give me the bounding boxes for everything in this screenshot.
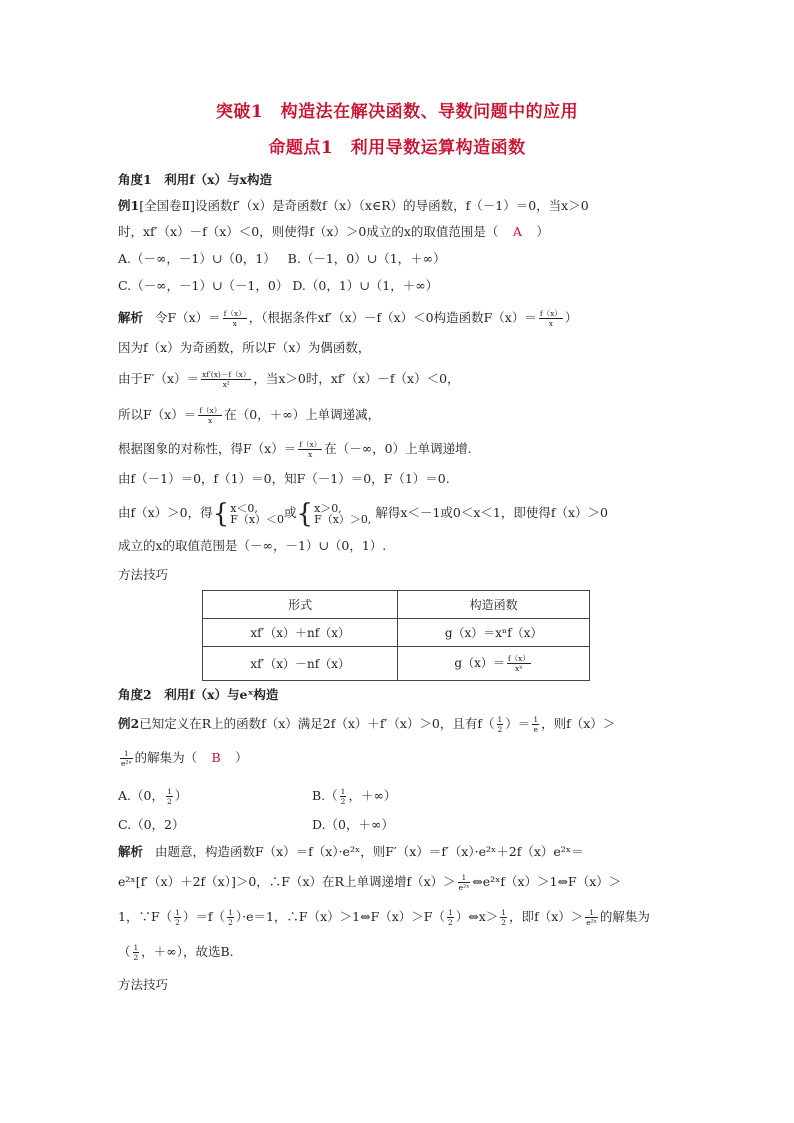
fraction-numerator: 1 bbox=[228, 908, 233, 917]
fraction bbox=[458, 873, 471, 892]
a3-text-a: 1，∵F（ bbox=[118, 909, 173, 924]
example1-source: [全国卷Ⅱ] bbox=[139, 198, 195, 213]
example1-option-d: D.（0，1）∪（1，＋∞） bbox=[292, 278, 439, 293]
table-row bbox=[203, 619, 590, 647]
fraction-denominator: 2 bbox=[340, 797, 346, 806]
table-cell: xf′（x）－nf（x） bbox=[203, 647, 398, 681]
a3-text-b: ）＝f（ bbox=[182, 909, 226, 924]
table-cell bbox=[398, 647, 590, 681]
fraction bbox=[539, 309, 563, 328]
fraction bbox=[174, 908, 181, 927]
fraction-numerator: 1 bbox=[501, 908, 507, 917]
example2-question-line2 bbox=[118, 748, 248, 768]
a1-text: 由题意，构造函数F（x）＝f（x）·e²ˣ，则F′（x）＝f′（x）·e²ˣ＋2f（x）e²ˣ＝ bbox=[154, 844, 584, 859]
example1-q-close: ） bbox=[536, 224, 549, 239]
fraction-numerator: 1 bbox=[447, 908, 453, 917]
fraction-numerator: f（x） bbox=[199, 406, 222, 415]
example2-analysis-line4 bbox=[118, 942, 234, 962]
system2-row2: F（x）＞0, bbox=[314, 512, 372, 526]
fraction bbox=[340, 787, 347, 806]
s7-text-a: 由f（x）＞0，得 bbox=[118, 505, 213, 520]
example1-analysis-line2: 因为f（x）为奇函数，所以F（x）为偶函数， bbox=[118, 340, 371, 355]
table-header-row bbox=[203, 591, 590, 619]
fraction-numerator: f（x） bbox=[299, 440, 322, 449]
fraction-denominator: e bbox=[533, 725, 538, 734]
fraction-numerator: 1 bbox=[585, 908, 598, 918]
fraction-denominator: e²ˣ bbox=[121, 759, 132, 768]
fraction-denominator: 2 bbox=[175, 918, 180, 927]
s1-text-b: ，（根据条件xf′（x）－f（x）＜0构造函数F（x）＝ bbox=[248, 310, 537, 325]
table-cell: xf′（x）＋nf（x） bbox=[203, 619, 398, 647]
opt-a-close: ） bbox=[174, 788, 188, 803]
example1-analysis-line5 bbox=[118, 439, 472, 459]
a3-text-c: ）·e＝1，∴F（x）＞1⇔F（x）＞F（ bbox=[235, 909, 445, 924]
example2-option-d: D.（0，＋∞） bbox=[312, 817, 394, 832]
example1-analysis-line4 bbox=[118, 405, 380, 425]
example1-options-cd bbox=[118, 276, 438, 296]
example2-label: 例2 bbox=[118, 716, 140, 731]
s4-text-b: 在（0，＋∞）上单调递减， bbox=[224, 407, 381, 422]
example2-option-b-row bbox=[312, 786, 396, 806]
fraction-denominator: 2 bbox=[501, 918, 507, 927]
fraction-numerator: 1 bbox=[120, 749, 133, 759]
fraction-numerator: 1 bbox=[340, 787, 346, 796]
example1-options-ab bbox=[118, 249, 446, 269]
fraction bbox=[500, 908, 507, 927]
example1-option-b: B.（－1，0）∪（1，＋∞） bbox=[287, 251, 446, 266]
example1-q-text2: 时，xf′（x）－f（x）＜0，则使得f（x）＞0成立的x的取值范围是（ bbox=[118, 224, 499, 239]
fraction bbox=[532, 715, 539, 734]
opt-b-close: ，＋∞） bbox=[348, 788, 397, 803]
example1-label: 例1 bbox=[118, 198, 140, 213]
angle1-heading: 角度1 利用f（x）与x构造 bbox=[118, 172, 272, 187]
fraction bbox=[201, 370, 251, 389]
opt-b-text: B.（ bbox=[312, 788, 338, 803]
example1-analysis-line7 bbox=[118, 498, 609, 529]
fraction-denominator: 2 bbox=[447, 918, 453, 927]
fraction bbox=[585, 908, 598, 927]
example1-analysis-line3 bbox=[118, 369, 460, 389]
fraction-denominator: x bbox=[232, 319, 237, 328]
example1-option-c: C.（－∞，－1）∪（－1，0） bbox=[118, 278, 289, 293]
s4-text-a: 所以F（x）＝ bbox=[118, 407, 197, 422]
fraction-numerator: 1 bbox=[133, 943, 139, 952]
left-brace: { bbox=[212, 498, 230, 529]
s3-text-a: 由于F′（x）＝ bbox=[118, 371, 200, 386]
construction-table bbox=[202, 590, 590, 681]
a3-text-e: ，即f（x）＞ bbox=[509, 909, 584, 924]
fraction bbox=[507, 654, 531, 673]
a4-text-a: （ bbox=[118, 944, 131, 959]
example1-analysis-line1 bbox=[118, 308, 577, 328]
a3-text-d: ）⇔x＞ bbox=[455, 909, 499, 924]
a2-text-a: e²ˣ[f′（x）＋2f（x）]＞0，∴F（x）在R上单调递增f（x）＞ bbox=[118, 874, 456, 889]
fraction-numerator: xf′(x)－f（x） bbox=[202, 370, 251, 379]
example2-q2-text: 的解集为（ bbox=[134, 750, 198, 765]
inequality-system bbox=[314, 503, 371, 525]
a2-text-b: ⇔e²ˣf（x）＞1⇔F（x）＞ bbox=[472, 874, 622, 889]
example2-question-line1 bbox=[118, 714, 615, 734]
opt-a-text: A.（0， bbox=[118, 788, 164, 803]
fraction-denominator: e²ˣ bbox=[458, 883, 470, 892]
s1-text-a: 令F（x）＝ bbox=[154, 310, 221, 325]
s1-text-c: ） bbox=[564, 310, 578, 325]
fraction bbox=[120, 749, 133, 768]
example2-analysis-line3 bbox=[118, 907, 650, 927]
a4-text-b: ，＋∞），故选B. bbox=[141, 944, 234, 959]
table-func-text: g（x）＝ bbox=[454, 656, 505, 670]
fraction-denominator: 2 bbox=[497, 725, 503, 734]
example2-q-close: ） bbox=[235, 750, 248, 765]
angle2-heading: 角度2 利用f（x）与eˣ构造 bbox=[118, 687, 279, 702]
fraction-denominator: 2 bbox=[228, 918, 233, 927]
or-word: 或 bbox=[284, 505, 297, 520]
example1-question-line1 bbox=[118, 196, 589, 216]
s5-text-b: 在（－∞，0）上单调递增. bbox=[324, 441, 472, 456]
subsection-title: 命题点1 利用导数运算构造函数 bbox=[268, 138, 526, 158]
s3-text-b: ，当x＞0时，xf′（x）－f（x）＜0， bbox=[253, 371, 460, 386]
section-title: 突破1 构造法在解决函数、导数问题中的应用 bbox=[215, 102, 579, 122]
fraction bbox=[447, 908, 454, 927]
analysis-label: 解析 bbox=[118, 310, 144, 325]
system2-row1: x＞0, bbox=[314, 501, 342, 515]
example2-q-text-c: ，则f（x）＞ bbox=[541, 716, 616, 731]
fraction bbox=[198, 406, 222, 425]
fraction bbox=[223, 309, 247, 328]
fraction-numerator: 1 bbox=[497, 715, 503, 724]
s7-text-b: 解得x＜－1或0＜x＜1，即使得f（x）＞0 bbox=[375, 505, 609, 520]
fraction-numerator: f（x） bbox=[223, 309, 246, 318]
table-cell: g（x）＝xⁿf（x） bbox=[398, 619, 590, 647]
a3-text-f: 的解集为 bbox=[599, 909, 650, 924]
fraction-denominator: 2 bbox=[166, 797, 172, 806]
system1-row1: x＜0, bbox=[230, 501, 258, 515]
fraction-denominator: x bbox=[308, 450, 313, 459]
fraction-numerator: f（x） bbox=[539, 309, 562, 318]
example1-answer: A bbox=[512, 224, 522, 239]
inequality-system bbox=[230, 503, 284, 525]
left-brace: { bbox=[296, 498, 314, 529]
analysis-label: 解析 bbox=[118, 844, 144, 859]
fraction-numerator: f（x） bbox=[507, 654, 530, 663]
table-row bbox=[203, 647, 590, 681]
example2-q-text-a: 已知定义在R上的函数f（x）满足2f（x）＋f′（x）＞0，且有f（ bbox=[139, 716, 495, 731]
example1-question-line2 bbox=[118, 222, 549, 242]
fraction-numerator: 1 bbox=[166, 787, 172, 796]
example1-analysis-line6: 由f（－1）＝0，f（1）＝0，知F（－1）＝0，F（1）＝0. bbox=[118, 471, 450, 486]
fraction-numerator: 1 bbox=[533, 715, 539, 724]
fraction-denominator: x bbox=[548, 319, 553, 328]
fraction bbox=[166, 787, 173, 806]
example2-option-a-row bbox=[118, 786, 187, 806]
fraction-denominator: x² bbox=[222, 380, 230, 389]
fraction-numerator: 1 bbox=[175, 908, 180, 917]
system1-row2: F（x）＜0 bbox=[230, 512, 285, 526]
method-tips-heading: 方法技巧 bbox=[118, 567, 169, 582]
example2-analysis-line2 bbox=[118, 872, 621, 892]
example1-q-text1: 设函数f′（x）是奇函数f（x）（x∈R）的导函数，f（－1）＝0，当x＞0 bbox=[194, 198, 589, 213]
fraction bbox=[298, 440, 322, 459]
example2-q-text-b: ）＝ bbox=[505, 716, 531, 731]
s5-text-a: 根据图象的对称性，得F（x）＝ bbox=[118, 441, 297, 456]
fraction bbox=[227, 908, 234, 927]
table-header-cell: 形式 bbox=[203, 591, 398, 619]
fraction-denominator: x bbox=[208, 416, 213, 425]
example1-analysis-line8: 成立的x的取值范围是（－∞，－1）∪（0，1）. bbox=[118, 538, 387, 553]
fraction-denominator: e²ˣ bbox=[586, 918, 597, 927]
example2-option-c: C.（0，2） bbox=[118, 817, 185, 832]
example1-option-a: A.（－∞，－1）∪（0，1） bbox=[118, 251, 276, 266]
fraction-denominator: 2 bbox=[133, 953, 139, 962]
example2-analysis-line1 bbox=[118, 842, 584, 862]
fraction bbox=[497, 715, 504, 734]
example2-answer: B bbox=[211, 750, 221, 765]
fraction-numerator: 1 bbox=[458, 873, 471, 883]
method-tips-heading-2: 方法技巧 bbox=[118, 977, 169, 992]
table-header-cell: 构造函数 bbox=[398, 591, 590, 619]
fraction bbox=[133, 943, 140, 962]
fraction-denominator: xⁿ bbox=[515, 664, 523, 673]
